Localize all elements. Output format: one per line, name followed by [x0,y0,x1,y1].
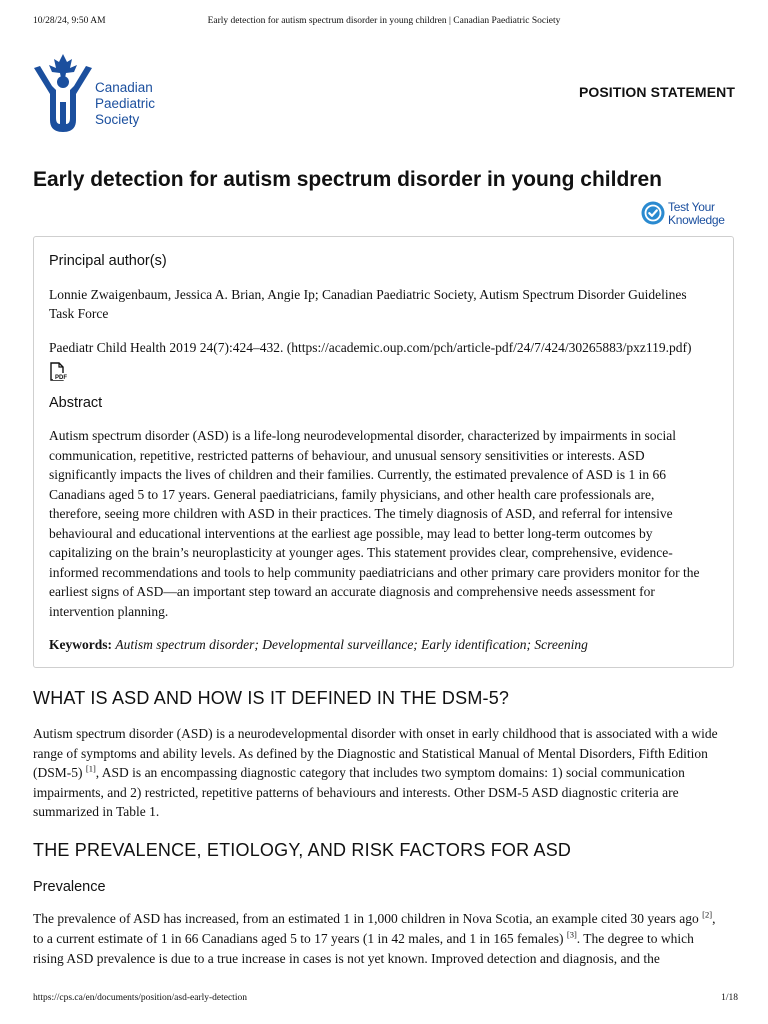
keywords-list: Autism spectrum disorder; Developmental surveillance; Early identification; Screening [115,637,588,652]
body-text: , [712,911,716,926]
logo-line-3: Society [95,112,140,127]
test-your-knowledge-link[interactable] [641,200,736,228]
abstract-line: communication, repetitive, restricted patterns of behaviour, and unusual sensory sensitivities or interests. ASD [49,447,645,463]
abstract-line: behavioural and educational interventions at the earliest age possible, may lead to better long-term outcomes by [49,525,653,541]
body-line [33,929,694,949]
page-title: Early detection for autism spectrum disorder in young children [33,168,662,191]
citation-link[interactable]: Paediatr Child Health 2019 24(7):424–432. (https://academic.oup.com/pch/article-pdf/24/7/424/30265883/pxz119.pdf) [49,340,692,355]
abstract-line: informed recommendations and tools to help community paediatricians and other primary care providers monitor for the [49,564,700,580]
pdf-file-icon [49,362,71,382]
keywords-row [49,635,588,655]
body-text: to a current estimate of 1 in 66 Canadians aged 5 to 17 years (1 in 42 males, and 1 in 165 females) [33,931,567,946]
body-text: The prevalence of ASD has increased, from an estimated 1 in 1,000 children in Nova Scotia, an example cited 30 years ago [33,911,703,926]
authors-line-1: Lonnie Zwaigenbaum, Jessica A. Brian, Angie Ip; Canadian Paediatric Society, Autism Spectrum Disorder Guidelines [49,287,687,302]
reference-link-1[interactable]: [1] [85,763,96,774]
print-url: https://cps.ca/en/documents/position/asd-early-detection [33,993,247,1003]
logo-line-1: Canadian [95,80,153,95]
print-datetime: 10/28/24, 9:50 AM [33,16,106,26]
reference-link-2[interactable]: [2] [702,909,713,920]
abstract-line: therefore, seeing more children with ASD in their practices. The timely diagnosis of ASD, and referral for intensive [49,506,673,521]
print-page-title: Early detection for autism spectrum disorder in young children | Canadian Paediatric Society [207,16,561,26]
section-heading-prevalence: THE PREVALENCE, ETIOLOGY, AND RISK FACTORS FOR ASD [33,840,572,860]
abstract-line: Canadians aged 5 to 17 years. General paediatricians, family physicians, and other health care professionals are, [49,486,655,502]
body-line: Autism spectrum disorder (ASD) is a neurodevelopmental disorder with onset in early childhood that is associated with a wide [33,726,718,741]
authors-heading: Principal author(s) [49,253,167,269]
tyk-line-2: Knowledge [668,212,725,227]
cps-logo-text [95,80,155,128]
abstract-line: significantly impacts the lives of children and their families. Currently, the estimated prevalence of ASD is 1 in 66 [49,467,666,482]
abstract-heading: Abstract [49,395,103,411]
logo-line-2: Paediatric [95,96,156,111]
reference-link-3[interactable]: [3] [566,929,577,940]
body-line: range of symptoms and ability levels. As defined by the Diagnostic and Statistical Manual of Mental Disorders, Fifth Edition [33,745,708,761]
knowledge-badge-icon [641,201,665,225]
authors-line-2: Task Force [49,306,109,321]
body-line: rising ASD prevalence is due to a true increase in cases is not yet known. Improved detection and diagnosis, and the [33,951,660,966]
abstract-line: intervention planning. [49,603,169,619]
abstract-line: capitalizing on the brain’s neuroplasticity at younger ages. This statement provides clear, comprehensive, evidence- [49,545,673,560]
print-page-number: 1/18 [721,993,738,1003]
keywords-label: Keywords: [49,637,112,652]
statement-type-label: POSITION STATEMENT [578,84,735,100]
subheading-prevalence: Prevalence [33,879,106,895]
abstract-line: Autism spectrum disorder (ASD) is a life-long neurodevelopmental disorder, characterized by impairments in social [49,428,677,443]
tyk-line-1: Test Your [668,200,715,214]
body-line: summarized in Table 1. [33,804,160,819]
pdf-icon-label: PDF [55,375,67,381]
body-text: . The degree to which [576,931,694,946]
body-line [33,763,685,783]
body-text: (DSM-5) [33,765,86,780]
body-line: impairments, and 2) restricted, repetitive patterns of behaviours and interests. Other DSM-5 ASD diagnostic criteria are [33,784,679,800]
body-text: , ASD is an encompassing diagnostic category that includes two symptom domains: 1) social communication [95,765,685,780]
abstract-line: earliest signs of ASD—an important step toward an accurate diagnosis and comprehensive needs assessment for [49,584,655,599]
test-your-knowledge-text [668,201,725,226]
section-heading-asd-definition: WHAT IS ASD AND HOW IS IT DEFINED IN THE DSM-5? [33,688,510,708]
body-line [33,909,715,929]
